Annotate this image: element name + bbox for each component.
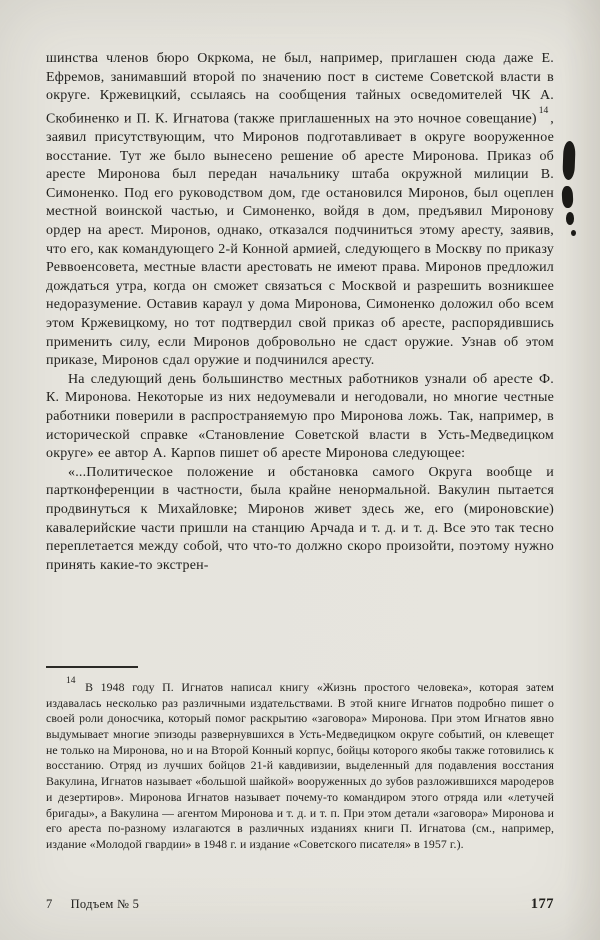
paragraph-1-text-before: шинства членов бюро Окркома, не был, например, приглашен сюда даже Е. Ефремов, занимавший второй по значению пост в системе Советской власти в округе. Кржевицкий, ссылаясь на сообщения тайных осведомителей ЧК А. Скобиненко и П. К. Игнатова (также приглашенных на это ночное совещание) <box>46 51 554 127</box>
footnote-text: В 1948 году П. Игнатов написал книгу «Жизнь простого человека», которая затем издавалась несколько раз различными издательствами. В этой книге Игнатов подробно пишет о своей роли доносчика, который помог раскрытию «заговора» Миронова. При этом Игнатов явно выдумывает многие эпизоды развернувшихся в Усть-Медведицком округе событий, он клевещет не только на Миронова, но и на Второй Конный корпус, бойцы которого якобы также готовились к восстанию. Отряд из лучших бойцов 21-й кавдивизии, выделенный для подавления восстания Вакулина, Игнатов называет «большой шайкой» вооруженных до зубов разложившихся мародеров и дезертиров». Миронова Игнатов называет почему-то командиром этого отряда или «летучей бригады», а Вакулина — агентом Миронова и т. д. и т. п. При этом детали «заговора» Миронова и его ареста по-разному излагаются в различных изданиях книги П. Игнатова (см., например, издание «Молодой гвардии» в 1948 г. и издание «Советского писателя» в 1957 г.). <box>46 679 554 851</box>
footnote <box>46 677 554 853</box>
footnote-separator <box>46 666 138 668</box>
paragraph-3: «...Политическое положение и обстановка самого Округа вообще и партконференции в частности, была крайне ненормальной. Вакулин пытается продвинуться к Михайловке; Миронов живет здесь же, его (мироновские) кавалерийские части пришли на станцию Арчада и т. д. и т. д. Все это так тесно переплетается между собой, что что-то должно скоро произойти, поэтому нужно принять какие-то экстрен- <box>46 464 554 573</box>
scan-artifact <box>562 141 575 180</box>
footnote-ref: 14 <box>538 105 549 116</box>
signature-number: 7 <box>46 897 53 911</box>
main-text <box>46 50 554 658</box>
paragraph-1-text-after: , заявил присутствующим, что Миронов подготавливает в округе вооруженное восстание. Тут же было вынесено решение об аресте Миронова. Приказ об аресте Миронова был передан начальнику штаба окружной милиции В. Симоненко. Под его руководством дом, где остановился Миронов, был оцеплен местной воинской частью, и Симоненко, войдя в дом, предъявил Миронову ордер на арест. Миронов, однако, отказался подчиниться этому аресту, заявив, что его, как командующего 2-й Конной армией, следующего в Москву по приказу Реввоенсовета, местные власти арестовать не имеют права. Миронов предложил дождаться утра, когда он сможет связаться с Москвой и разрешить возникшее недоразумение. Оставив караул у дома Миронова, Симоненко доложил обо всем этом Кржевицкому, но тот подтвердил свой приказ об аресте, распорядившись применить силу, если Миронов добровольно не сдаст оружие. Узнав об этом приказе, Миронов сдал оружие и подчинился аресту. <box>46 111 554 369</box>
scan-artifact <box>566 212 574 225</box>
journal-title: Подъем № 5 <box>70 897 140 911</box>
paragraph-2: На следующий день большинство местных работников узнали об аресте Ф. К. Миронова. Некоторые из них недоумевали и негодовали, но многие честные работники поверили в распространяемую про Миронова ложь. Так, например, в исторической справке «Становление Советской власти в Усть-Медведицком округе» ее автор А. Карпов пишет об аресте Миронова следующее: <box>46 371 554 462</box>
scan-artifact <box>571 230 576 236</box>
footer-left <box>46 897 139 912</box>
footnote-marker: 14 <box>66 676 76 686</box>
running-footer <box>46 896 554 913</box>
scan-artifact <box>561 186 573 209</box>
page-number: 177 <box>530 896 554 912</box>
paragraph-1 <box>46 50 554 371</box>
